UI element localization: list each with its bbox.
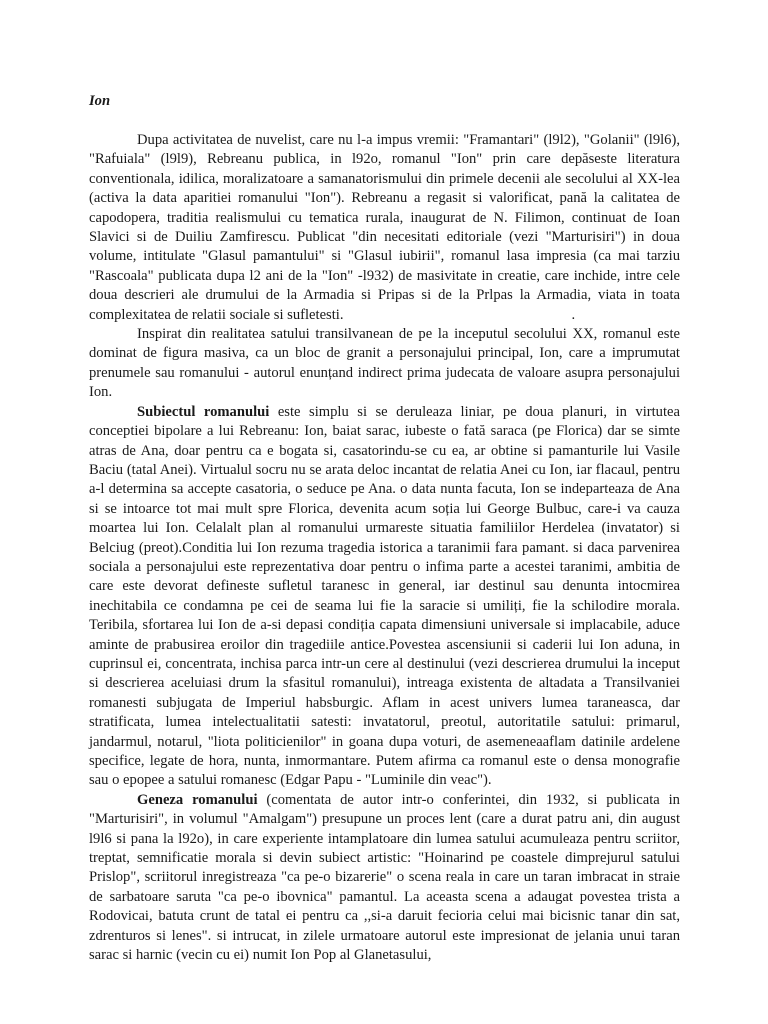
paragraph-genesis-heading: Geneza romanului [137, 791, 258, 808]
paragraph-inspiration [89, 325, 680, 403]
paragraph-genesis-text: (comentata de autor intr-o conferintei, din 1932, si publicata in "Marturisiri", in volumul "Amalgam") presupune un proces lent (care a durat patru ani, din august l9l6 si pana la l92o), in care experiente intamplatoare din lumea satului acumuleaza pentru scriitor, treptat, semnificatie morala si devin subiect artistic: "Hoinarind pe coastele dimprejurul satului Prislop", scriitorul inregistreaza "ca pe-o bizarerie" o scena reala in care un taran imbracat in straie de sarbatoare saruta "ca pe-o ibovnica" pamantul. La aceasta scena a adaugat povestea trista a Rodovicai, batuta crunt de tatal ei pentru ca ,,si-a daruit fecioria celui mai bicisnic tanar din sat, zdrenturos si lenes". si intrucat, in zilele urmatoare autorul este impresionat de jelania unui taran sarac si harnic (vecin cu ei) numit Ion Pop al Glanetasului, [89, 791, 680, 964]
paragraph-genesis [89, 791, 680, 966]
paragraph-subject-heading: Subiectul romanului [137, 403, 270, 420]
paragraph-subject-text: este simplu si se deruleaza liniar, pe doua planuri, in virtutea conceptiei bipolare a lui Rebreanu: Ion, baiat sarac, iubeste o fată saraca (pe Florica) dar se simte atras de Ana, doar pentru ca e bogata si, casatorindu-se cu ea, ar obtine si pamanturile lui Vasile Baciu (tatal Anei). Virtualul socru nu se arata deloc incantat de relatia Anei cu Ion, iar flacaul, pentru a-l determina sa accepte casatoria, o seduce pe Ana. o data nunta facuta, Ion se indeparteaza de Ana si se intoarce tot mai mult spre Florica, devenita acum soția lui George Bulbuc, care-i va cauza moartea lui Ion. Celalalt plan al romanului urmareste situatia familiilor Herdelea (invatator) si Belciug (preot).Conditia lui Ion rezuma tragedia istorica a taranimii fara pamant. si daca parvenirea sociala a personajului este reprezentativa doar pentru o infima parte a acestei taranimi, ambitia de care este devorat defineste sufletul taranesc in general, iar destinul sau denunta intocmirea inechitabila ce condamna pe cei de seama lui fie la saracie si umiliți, fie la schilodire morala. Teribila, sfortarea lui Ion de a-si depasi condiția capata dimensiuni universale si implacabile, aduce aminte de prabusirea eroilor din tragediile antice.Povestea ascensiunii si caderii lui Ion aduna, in cuprinsul ei, concentrata, inchisa parca intr-un cere al destinului (vezi descrierea drumului la inceput si descrierea aceluiasi drum la sfasitul romanului), intreaga existenta de altadata a Transilvaniei romanesti subjugata de Imperiul habsburgic. Aflam in acest univers lumea taraneasca, dar stratificata, lumea intelectualitatii satesti: invatatorul, preotul, autoritatile satului: primarul, jandarmul, notarul, "liota politicienilor" in goana dupa voturi, de asemeneaaflam datinile ardelene specifice, legate de hora, nunta, inmormantare. Putem afirma ca romanul este o densa monografie sau o epopee a satului romanesc (Edgar Papu - "Luminile din veac"). [89, 403, 680, 789]
document-title: Ion [89, 93, 111, 109]
paragraph-inspiration-text: Inspirat din realitatea satului transilvanean de pe la inceputul secolului XX, romanul este dominat de figura masiva, ca un bloc de granit a personajului principal, Ion, care a imprumutat prenumele sau romanului - autorul enunțand indirect prima judecata de valoare asupra personajului Ion. [89, 326, 680, 401]
paragraph-subject [89, 403, 680, 791]
paragraph-intro-text: Dupa activitatea de nuvelist, care nu l-a impus vremii: "Framantari" (l9l2), "Golanii" (l9l6), "Rafuiala" (l9l9), Rebreanu publica, in l92o, romanul "Ion" prin care depăseste literatura conventionala, idilica, moralizatoare a samanatorismului din primele decenii ale secolului al XX-lea (activa la data aparitiei romanului "Ion"). Rebreanu a regasit si valorificat, pană la calitatea de capodopera, traditia realismului cu tematica rurala, inaugurat de N. Filimon, continuat de Ioan Slavici si de Duiliu Zamfirescu. Publicat "din necesitati editoriale (vezi "Marturisiri") in doua volume, intitulate "Glasul pamantului" si "Glasul iubirii", romanul lasa impresia (ca mai tarziu "Rascoala" publicata dupa l2 ani de la "Ion" -l932) de masivitate in creatie, care inchide, intre cele doua descrieri ale drumului de la Armadia si Pripas si de la Prlpas la Armadia, viata in toata complexitatea de relatii sociale si sufletesti. [89, 132, 680, 323]
stray-dot: . [571, 306, 576, 323]
paragraph-intro [89, 131, 680, 325]
